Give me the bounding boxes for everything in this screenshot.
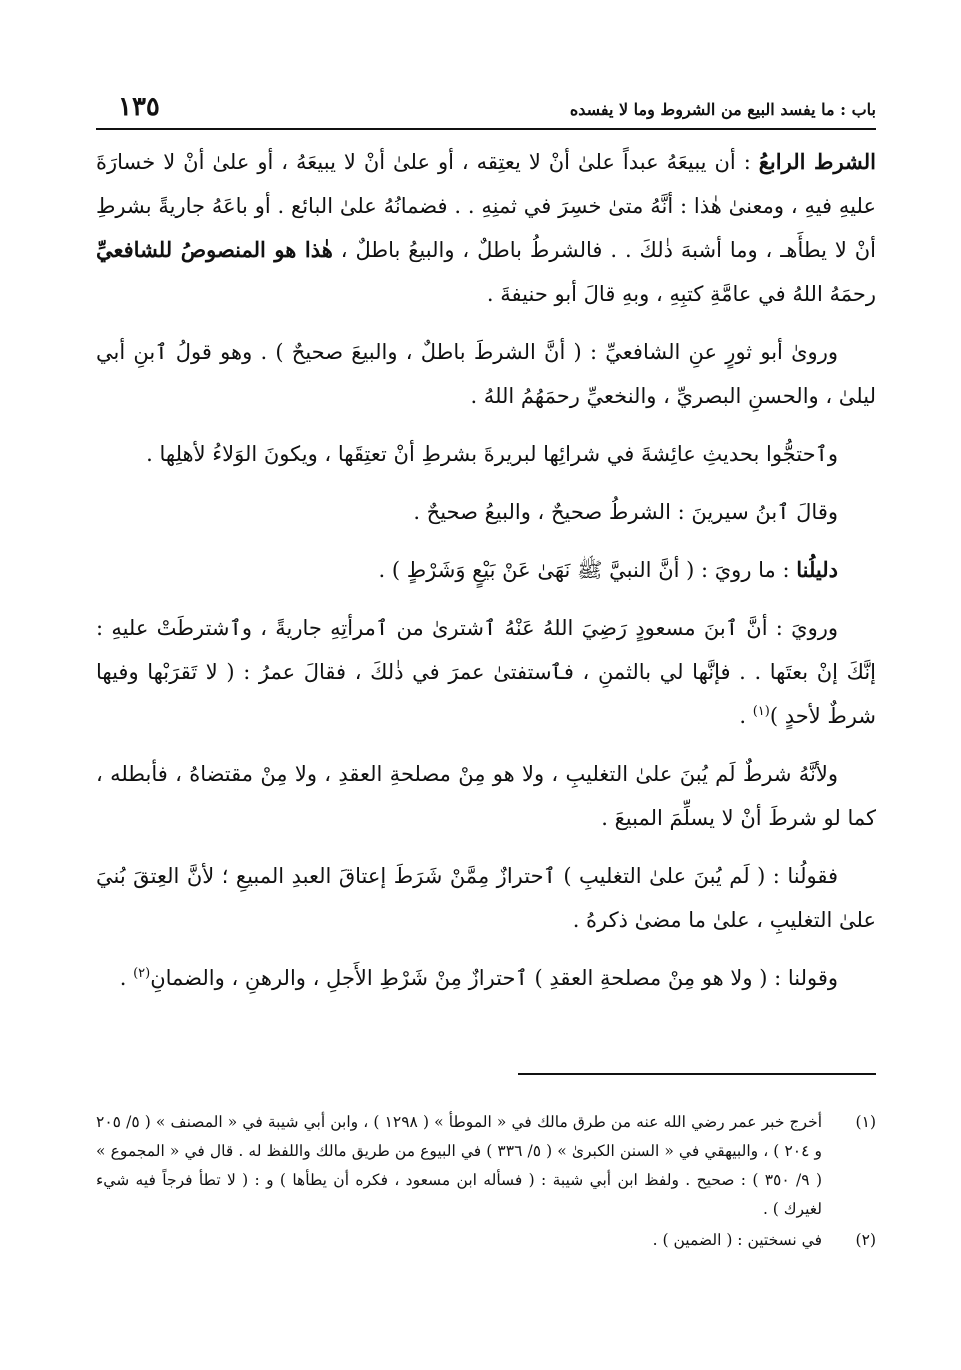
main-text [96, 140, 876, 1014]
paragraph-text: . [739, 704, 753, 728]
paragraph-text: : أن يبيعَهُ عبداً علىٰ أنْ لا يعتِقه ، أو علىٰ أنْ لا يبيعَهُ ، أو علىٰ أنْ لا خسارَةَ عليهِ فيهِ ، ومعنىٰ هٰذا : أنَّهُ متىٰ خسِرَ في ثمنِهِ . . فضمانُهُ علىٰ البائع . أو باعَهُ جاريةً بشرطِ أنْ لا يطأَهـ ، وما أشبهَ ذٰلكَ . . فالشرطُ باطلٌ ، والبيعُ باطلٌ ، [96, 150, 877, 262]
footnote-text: في نسختين : ( الضمين ) . [652, 1231, 822, 1249]
page-header [96, 88, 876, 128]
paragraph-emphasis: هٰذا هو المنصوصُ للشافعيِّ [96, 237, 333, 262]
footnote-ref-2[interactable]: (٢) [133, 966, 151, 981]
footnote-ref-1[interactable]: (١) [752, 704, 770, 719]
paragraph: فقولُنا : ( لَم يُبنَ علىٰ التغليبِ ) ٱحترازٌ مِمَّنْ شَرَطَ إعتاقَ العبدِ المبيعِ ؛ لأنَّ العِتقَ بُنيَ علىٰ التغليبِ ، علىٰ ما مضىٰ ذكرهُ . [96, 864, 876, 932]
running-title: باب : ما يفسد البيع من الشروط وما لا يفسده [569, 100, 876, 119]
paragraph-text: . [119, 966, 134, 990]
paragraph-text: رحمَهُ اللهُ في عامَّةِ كتبِهِ ، وبهِ قالَ أبو حنيفةَ . [486, 282, 876, 306]
paragraph-text: وقولنا : ( ولا هو مِنْ مصلحةِ العقدِ ) ٱحترازٌ مِنْ شَرْطِ الأَجلِ ، والرهنِ ، والضمانِ [150, 966, 838, 990]
paragraph [96, 956, 876, 1000]
paragraph: وٱحتجُّوا بحديثِ عائِشةَ في شرائِها لبريرةَ بشرطِ أنْ تعتِقَها ، ويكونَ الوَلاءُ لأهلِها . [146, 442, 838, 466]
paragraph: وروىٰ أبو ثورٍ عنِ الشافعيِّ : ( أنَّ الشرطَ باطلٌ ، والبيعَ صحيحٌ ) . وهو قولُ ٱبنِ أبي ليلىٰ ، والحسنِ البصريِّ ، والنخعيِّ رحمَهُمُ اللهُ . [96, 340, 876, 408]
page-number: ١٣٥ [118, 92, 160, 122]
paragraph: وقالَ ٱبنُ سيرينَ : الشرطُ صحيحٌ ، والبيعُ صحيحٌ . [413, 500, 838, 524]
paragraph: ولأنَّهُ شرطٌ لَم يُبنَ علىٰ التغليبِ ، ولا هو مِنْ مصلحةِ العقدِ ، ولا مِنْ مقتضاهُ ، فأبطله ، كما لو شرطَ أنْ لا يسلِّمَ المبيعَ . [96, 762, 876, 830]
footnotes [96, 1108, 876, 1257]
footnote-number: (١) [855, 1113, 876, 1131]
paragraph-text: ورويَ : أنَّ ٱبنَ مسعودٍ رَضِيَ اللهُ عَنْهُ ٱشترىٰ من ٱمرأتِهِ جاريةً ، وٱشترطَتْ عليهِ : إنَّكَ إنْ بعتَها . . فإنَّها لي بالثمنِ ، فٱستفتىٰ عمرَ في ذٰلكَ ، فقالَ عمرُ : ( لا تَقرَبْها وفيها شرطٌ لأحدٍ ) [96, 616, 876, 728]
footnote-number: (٢) [855, 1231, 876, 1249]
footnote-2 [96, 1226, 876, 1255]
paragraph-evidence [96, 548, 876, 592]
footnote-1 [96, 1108, 876, 1224]
paragraph-text: : ما رويَ : ( أنَّ النبيَّ ﷺ نَهَىٰ عَنْ بَيْعٍ وَشَرْطٍ ) . [378, 558, 797, 582]
footnote-text: أخرج خبر عمر رضي الله عنه من طرق مالك في « الموطأ » ( ١٢٩٨ ) ، وابن أبي شيبة في « المصنف » ( ٥/ ٢٠٥ و ٢٠٤ ) ، والبيهقي في « السنن الكبرىٰ » ( ٥/ ٣٣٦ ) في البيوع من طريق مالك واللفظ له . قال في « المجموع » ( ٩/ ٣٥٠ ) : صحيح . ولفظ ابن أبي شيبة : ( فسأله ابن مسعود ، فكره أن يطأها ) و : ( لا تطأ فرجاً فيه شيء لغيرك ) . [96, 1113, 822, 1218]
header-divider [96, 128, 876, 130]
paragraph-label: دليلُنا [796, 557, 838, 582]
footnote-divider [518, 1073, 876, 1075]
paragraph-label: الشرط الرابعُ [758, 149, 876, 174]
paragraph [96, 606, 876, 738]
paragraph-fourth-condition [96, 140, 876, 316]
